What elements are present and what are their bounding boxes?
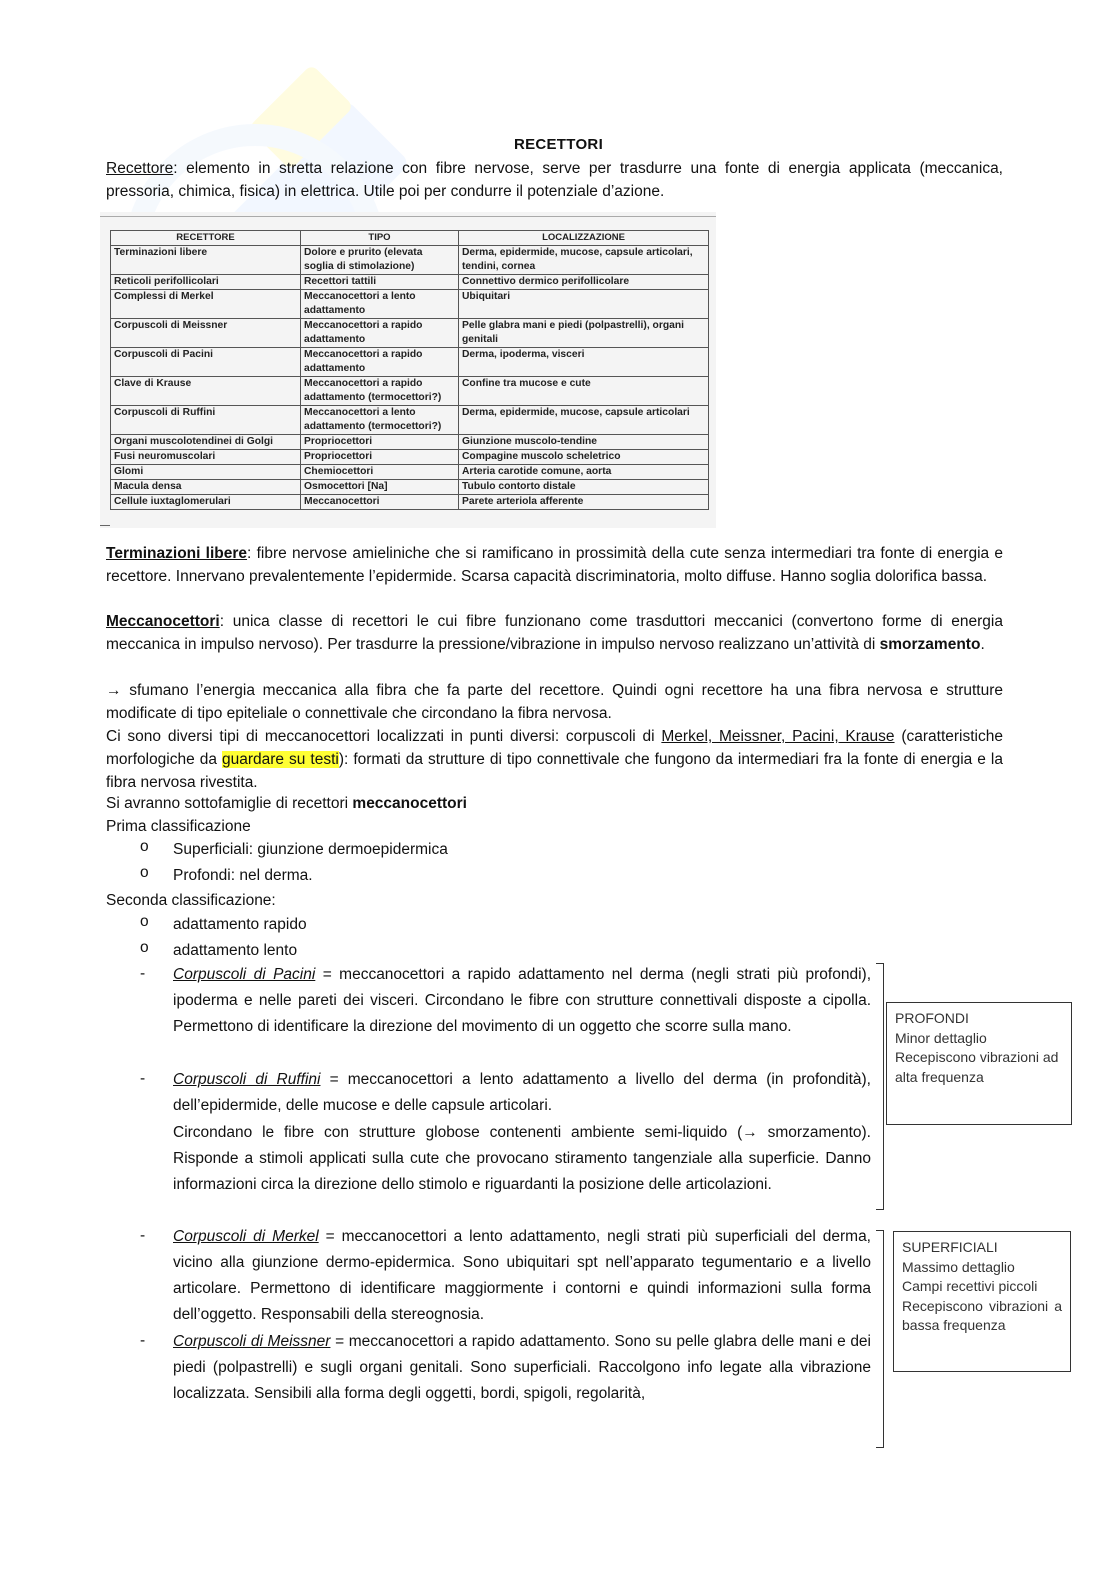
cell-localizzazione: Derma, ipoderma, visceri <box>459 348 709 377</box>
tipi-paragraph <box>106 725 1003 794</box>
cell-recettore: Corpuscoli di Pacini <box>111 348 301 377</box>
cell-tipo: Meccanocettori <box>301 495 459 510</box>
tipi-text-a: Ci sono diversi tipi di meccanocettori localizzati in punti diversi: corpuscoli di <box>106 728 662 745</box>
cell-localizzazione: Ubiquitari <box>459 290 709 319</box>
page-title: RECETTORI <box>513 136 604 153</box>
merkel-text: = meccanocettori a lento adattamento, negli strati più superficiali del derma, vicino alla giunzione dermo-epidermica. Sono ubiquitari spt nell’apparato tegumentario e a livello articolare. Permettono di identificare maggiormente i contorni e quindi informazioni sulla forma dell’oggetto. Responsabili della stereognosia. <box>173 1228 871 1323</box>
cell-recettore: Fusi neuromuscolari <box>111 450 301 465</box>
table-row <box>111 406 709 435</box>
table-row <box>111 377 709 406</box>
intro-paragraph <box>106 157 1003 203</box>
cell-tipo: Meccanocettori a lento adattamento (termocettori?) <box>301 406 459 435</box>
terminazioni-text: : fibre nervose amieliniche che si ramificano in prossimità della cute senza intermediari tra fonte di energia e recettore. Innervano prevalentemente l’epidermide. Scarsa capacità discriminatoria, molto diffuse. Hanno soglia dolorifica bassa. <box>106 545 1003 585</box>
seconda-bullet-1: o <box>140 913 149 930</box>
table-corner-mark <box>100 525 110 526</box>
merkel-item <box>173 1224 871 1328</box>
profondi-bracket <box>876 963 884 1210</box>
cell-tipo: Meccanocettori a rapido adattamento <box>301 319 459 348</box>
table-header-row <box>111 231 709 246</box>
cell-recettore: Corpuscoli di Ruffini <box>111 406 301 435</box>
cell-recettore: Glomi <box>111 465 301 480</box>
arrow-paragraph: → sfumano l’energia meccanica alla fibra che fa parte del recettore. Quindi ogni recettore ha una fibra nervosa e strutture modificate di tipo epiteliale o connettivale che circondano la fibra nervosa. <box>106 682 1003 722</box>
cell-tipo: Meccanocettori a rapido adattamento (termocettori?) <box>301 377 459 406</box>
receptor-table <box>110 230 709 510</box>
profondi-box-line-2: Recepiscono vibrazioni ad alta frequenza <box>895 1049 1059 1085</box>
ruffini-text: = meccanocettori a lento adattamento a livello del derma (in profondità), dell’epidermide, delle mucose e delle capsule articolari. <box>173 1071 871 1114</box>
header-recettore: RECETTORE <box>111 231 301 246</box>
superficiali-bracket <box>876 1230 884 1448</box>
profondi-box-title: PROFONDI <box>895 1010 969 1026</box>
cell-localizzazione: Confine tra mucose e cute <box>459 377 709 406</box>
cell-localizzazione: Derma, epidermide, mucose, capsule articolari <box>459 406 709 435</box>
intro-term: Recettore <box>106 160 174 177</box>
meccanocettori-term: Meccanocettori <box>106 613 220 630</box>
terminazioni-paragraph <box>106 542 1003 588</box>
intro-text: : elemento in stretta relazione con fibre nervose, serve per trasdurre una fonte di energia applicata (meccanica, pressoria, chimica, fisica) in elettrica. Utile poi per condurre il potenziale d’azione. <box>106 160 1003 200</box>
ruffini-name: Corpuscoli di Ruffini <box>173 1071 321 1088</box>
cell-localizzazione: Arteria carotide comune, aorta <box>459 465 709 480</box>
ruffini-item <box>173 1067 871 1119</box>
table-row <box>111 290 709 319</box>
cell-recettore: Organi muscolotendinei di Golgi <box>111 435 301 450</box>
tipi-names: Merkel, Meissner, Pacini, Krause <box>661 728 895 745</box>
ruffini-item-cont: Circondano le fibre con strutture globose contenenti ambiente semi-liquido (→ smorzamento). Risponde a stimoli applicati sulla cute che provocano stiramento tangenziale alla superficie. Danno informazioni circa la direzione dello stimolo e riguardanti la posizione delle articolazioni. <box>173 1124 871 1193</box>
header-localizzazione: LOCALIZZAZIONE <box>459 231 709 246</box>
table-row <box>111 246 709 275</box>
seconda-bullet-2: o <box>140 939 149 956</box>
table-body <box>111 246 709 510</box>
cell-tipo: Propriocettori <box>301 450 459 465</box>
cell-tipo: Meccanocettori a rapido adattamento <box>301 348 459 377</box>
superficiali-box-line-1: Massimo dettaglio <box>902 1258 1015 1275</box>
dash-merkel: - <box>140 1227 146 1244</box>
seconda-item-1: adattamento rapido <box>173 916 307 933</box>
superficiali-box-title: SUPERFICIALI <box>902 1239 998 1255</box>
cell-localizzazione: Compagine muscolo scheletrico <box>459 450 709 465</box>
meissner-text: = meccanocettori a rapido adattamento. Sono su pelle glabra delle mani e dei piedi (polpastrelli) e sugli organi genitali. Sono superficiali. Raccolgono info legate alla vibrazione localizzata. Sensibili alla forma degli oggetti, bordi, spigoli, regolarità, <box>173 1333 871 1402</box>
terminazioni-term: Terminazioni libere <box>106 545 248 562</box>
cell-tipo: Dolore e prurito (elevata soglia di stimolazione) <box>301 246 459 275</box>
prima-item-2: Profondi: nel derma. <box>173 867 313 884</box>
prima-item-1: Superficiali: giunzione dermoepidermica <box>173 841 448 858</box>
table-row <box>111 450 709 465</box>
cell-tipo: Propriocettori <box>301 435 459 450</box>
meccanocettori-end: . <box>980 636 985 653</box>
cell-tipo: Recettori tattili <box>301 275 459 290</box>
superficiali-box-line-2: Campi recettivi piccoli <box>902 1278 1038 1294</box>
superficiali-box-line-3: Recepiscono vibrazioni a bassa frequenza <box>902 1297 1062 1333</box>
meccanocettori-paragraph <box>106 610 1003 656</box>
prima-bullet-2: o <box>140 864 149 881</box>
meissner-name: Corpuscoli di Meissner <box>173 1333 331 1350</box>
cell-localizzazione: Derma, epidermide, mucose, capsule articolari, tendini, cornea <box>459 246 709 275</box>
meccanocettori-text: : unica classe di recettori le cui fibre funzionano come trasduttori meccanici (convertono forme di energia meccanica in impulso nervoso). Per trasdurre la pressione/vibrazione in impulso nervoso realizzano un’attività di <box>106 613 1003 653</box>
cell-recettore: Cellule iuxtaglomerulari <box>111 495 301 510</box>
cell-tipo: Osmocettori [Na] <box>301 480 459 495</box>
table-row <box>111 275 709 290</box>
table-row <box>111 465 709 480</box>
pacini-text: = meccanocettori a rapido adattamento nel derma (negli strati più profondi), ipoderma e nelle pareti dei visceri. Circondano le fibre con strutture connettivali disposte a cipolla. Permettono di identificare la direzione del movimento di un oggetto che scorre sulla mano. <box>173 966 872 1035</box>
sottofamiglie-line <box>106 792 467 815</box>
cell-localizzazione: Giunzione muscolo-tendine <box>459 435 709 450</box>
smorzamento-word: smorzamento <box>879 636 981 653</box>
cell-recettore: Corpuscoli di Meissner <box>111 319 301 348</box>
tipi-text-b: (caratteristiche morfologiche da <box>106 728 1003 768</box>
profondi-box-line-1: Minor dettaglio <box>895 1029 987 1046</box>
cell-recettore: Reticoli perifollicolari <box>111 275 301 290</box>
cell-tipo: Meccanocettori a lento adattamento <box>301 290 459 319</box>
pacini-item <box>173 962 871 1040</box>
pacini-name: Corpuscoli di Pacini <box>173 966 316 983</box>
sottofamiglie-text: Si avranno sottofamiglie di recettori <box>106 795 353 812</box>
cell-recettore: Terminazioni libere <box>111 246 301 275</box>
cell-tipo: Chemiocettori <box>301 465 459 480</box>
table-row <box>111 348 709 377</box>
cell-recettore: Clave di Krause <box>111 377 301 406</box>
tipi-text-c: ): formati da strutture di tipo connettivale che fungono da intermediari fra la fonte di energia e la fibra nervosa rivestita. <box>106 751 1003 791</box>
receptor-table-image <box>100 212 716 528</box>
dash-pacini: - <box>140 965 146 982</box>
prima-bullet-1: o <box>140 838 149 855</box>
cell-recettore: Macula densa <box>111 480 301 495</box>
cell-localizzazione: Parete arteriola afferente <box>459 495 709 510</box>
merkel-name: Corpuscoli di Merkel <box>173 1228 319 1245</box>
sottofamiglie-bold: meccanocettori <box>352 795 467 812</box>
cell-localizzazione: Connettivo dermico perifollicolare <box>459 275 709 290</box>
header-tipo: TIPO <box>301 231 459 246</box>
cell-recettore: Complessi di Merkel <box>111 290 301 319</box>
table-row <box>111 435 709 450</box>
table-row <box>111 319 709 348</box>
dash-meissner: - <box>140 1332 146 1349</box>
cell-localizzazione: Tubulo contorto distale <box>459 480 709 495</box>
highlighted-text: guardare su testi <box>222 751 339 768</box>
dash-ruffini: - <box>140 1070 146 1087</box>
table-top-rule <box>100 216 716 217</box>
cell-localizzazione: Pelle glabra mani e piedi (polpastrelli), organi genitali <box>459 319 709 348</box>
table-row <box>111 480 709 495</box>
table-row <box>111 495 709 510</box>
prima-heading: Prima classificazione <box>106 818 251 835</box>
seconda-heading: Seconda classificazione: <box>106 892 276 909</box>
superficiali-box <box>893 1231 1071 1372</box>
meissner-item <box>173 1329 871 1407</box>
profondi-box <box>886 1002 1072 1125</box>
seconda-item-2: adattamento lento <box>173 942 298 959</box>
